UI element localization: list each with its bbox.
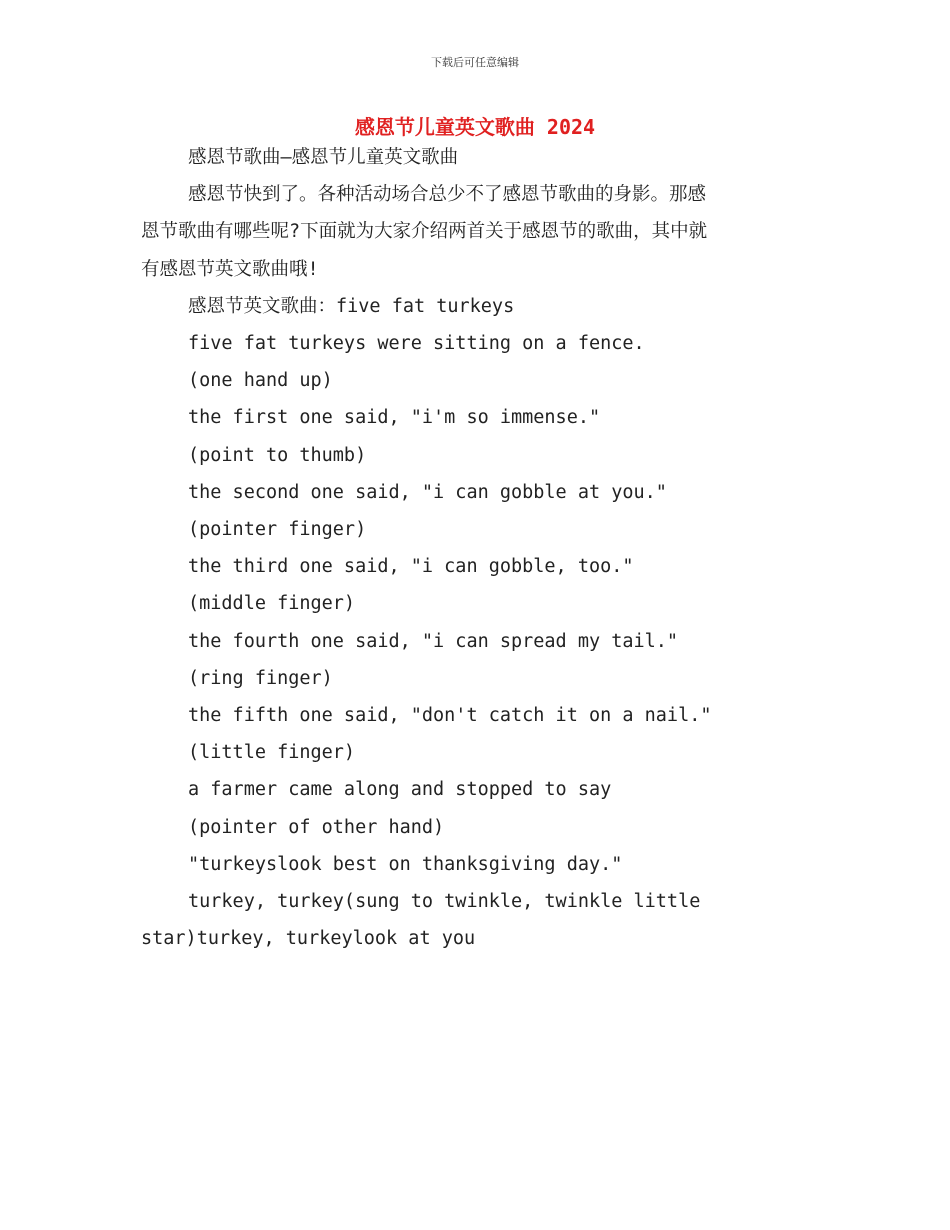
lyric-line: the second one said, "i can gobble at you." bbox=[188, 481, 667, 503]
song-heading: 感恩节英文歌曲：five fat turkeys bbox=[188, 295, 515, 317]
paragraph-line: 恩节歌曲有哪些呢?下面就为大家介绍两首关于感恩节的歌曲，其中就 bbox=[141, 221, 708, 243]
lyric-line: a farmer came along and stopped to say bbox=[188, 779, 612, 801]
lyric-line: (pointer finger) bbox=[188, 519, 367, 541]
lyric-line: five fat turkeys were sitting on a fence. bbox=[188, 333, 645, 355]
lyric-line: (pointer of other hand) bbox=[188, 816, 445, 838]
lyric-line: the first one said, "i'm so immense." bbox=[188, 407, 601, 429]
lyric-line: the fifth one said, "don't catch it on a nail." bbox=[188, 705, 712, 727]
lyric-line: "turkeyslook best on thanksgiving day." bbox=[188, 853, 623, 875]
document-body bbox=[141, 139, 809, 957]
lyric-line: turkey, turkey(sung to twinkle, twinkle little bbox=[188, 891, 701, 913]
lyric-line: star)turkey, turkeylook at you bbox=[141, 928, 476, 950]
page-header-note: 下载后可任意编辑 bbox=[431, 56, 519, 69]
lyric-line: the fourth one said, "i can spread my tail." bbox=[188, 630, 679, 652]
document-title: 感恩节儿童英文歌曲 2024 bbox=[354, 115, 596, 139]
paragraph-line: 有感恩节英文歌曲哦! bbox=[141, 258, 319, 280]
lyric-line: (point to thumb) bbox=[188, 444, 367, 466]
lyric-line: (one hand up) bbox=[188, 370, 333, 392]
lyric-line: (ring finger) bbox=[188, 667, 333, 689]
paragraph-line: 感恩节快到了。各种活动场合总少不了感恩节歌曲的身影。那感 bbox=[188, 184, 707, 206]
lyric-line: (middle finger) bbox=[188, 593, 356, 615]
lyric-line: the third one said, "i can gobble, too." bbox=[188, 556, 634, 578]
lyric-line: (little finger) bbox=[188, 742, 356, 764]
subtitle-line: 感恩节歌曲—感恩节儿童英文歌曲 bbox=[188, 147, 459, 168]
